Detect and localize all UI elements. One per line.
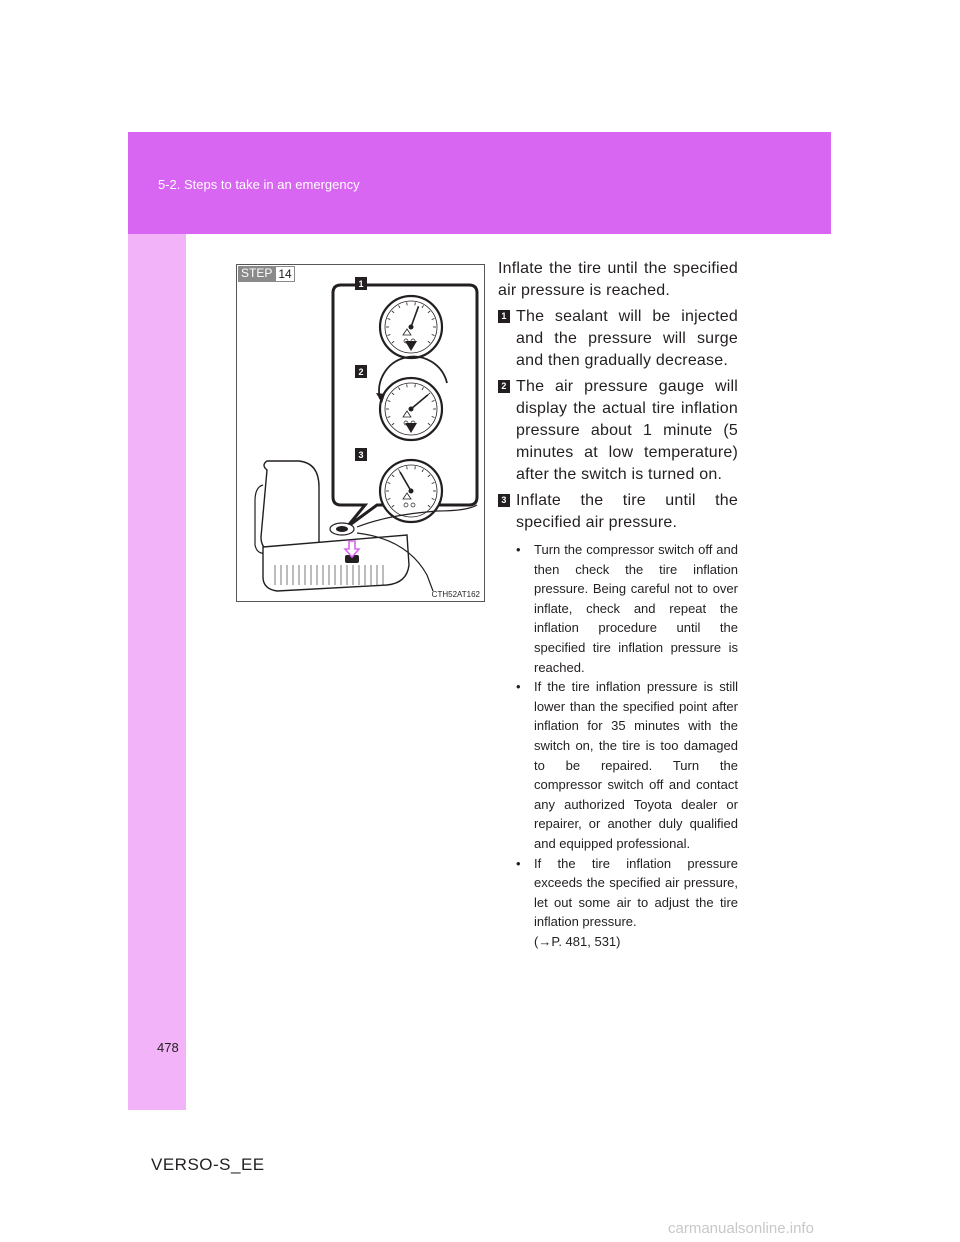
step-number-badge: 1 <box>498 310 510 323</box>
step-number-badge: 3 <box>498 494 510 507</box>
bullet-dot: • <box>516 855 521 871</box>
bullet-item <box>516 540 738 677</box>
callout-number-3 <box>355 448 367 461</box>
step-badge <box>238 266 295 282</box>
bullet-item <box>516 677 738 853</box>
bullet-dot: • <box>516 679 521 695</box>
bullet-text: If the tire inflation pressure is still lower than the specified point after inflation for 35 minutes with the switch on, the tire is too damaged to be repaired. Turn the compressor switch off and contact any authorized Toyota dealer or repairer, or another duly qualified and equipped professional. <box>534 679 738 851</box>
page-number: 478 <box>157 1040 179 1055</box>
numbered-step-3 <box>498 490 738 534</box>
bullet-item <box>516 854 738 952</box>
step-text: The sealant will be injected and the pressure will surge and then gradually decrease. <box>516 308 738 369</box>
compressor-gauge-illustration <box>237 265 486 603</box>
lead-paragraph: Inflate the tire until the specified air pressure is reached. <box>498 260 738 299</box>
numbered-step-1 <box>498 306 738 372</box>
callout-number-1 <box>355 277 367 290</box>
step-number: 14 <box>275 266 294 282</box>
footer-code: VERSO-S_EE <box>151 1155 265 1174</box>
step-text: Inflate the tire until the specified air pressure. <box>516 492 738 531</box>
svg-text:3: 3 <box>358 450 364 460</box>
step-text: The air pressure gauge will display the actual tire inflation pressure about 1 minute (5 minutes at low temperature) after the switch is turned on. <box>516 378 738 483</box>
note-bullets <box>516 540 738 951</box>
instruction-text <box>498 258 738 951</box>
bullet-text: If the tire inflation pressure exceeds the specified air pressure, let out some air to adjust the tire inflation pressure. <box>534 855 738 930</box>
callout-number-2 <box>355 365 367 378</box>
numbered-step-2 <box>498 376 738 486</box>
bullet-dot: • <box>516 542 521 557</box>
page-reference-link[interactable]: (→P. 481, 531) <box>534 933 621 949</box>
svg-text:2: 2 <box>358 367 364 377</box>
pressure-gauge-icon <box>380 460 442 522</box>
watermark: carmanualsonline.info <box>668 1220 814 1237</box>
header-band <box>128 132 831 234</box>
step-number-badge: 2 <box>498 380 510 393</box>
bullet-text: Turn the compressor switch off and then check the tire inflation pressure. Being careful not to over inflate, check and repeat the inflation procedure until the specified tire inflation pressure is reached. <box>534 542 738 675</box>
svg-text:1: 1 <box>358 279 364 289</box>
figure-code: CTH52AT162 <box>431 590 480 599</box>
step-label: STEP <box>238 266 275 282</box>
step-illustration <box>236 264 485 602</box>
side-tab-strip <box>128 234 186 1110</box>
section-title: 5-2. Steps to take in an emergency <box>158 177 360 192</box>
